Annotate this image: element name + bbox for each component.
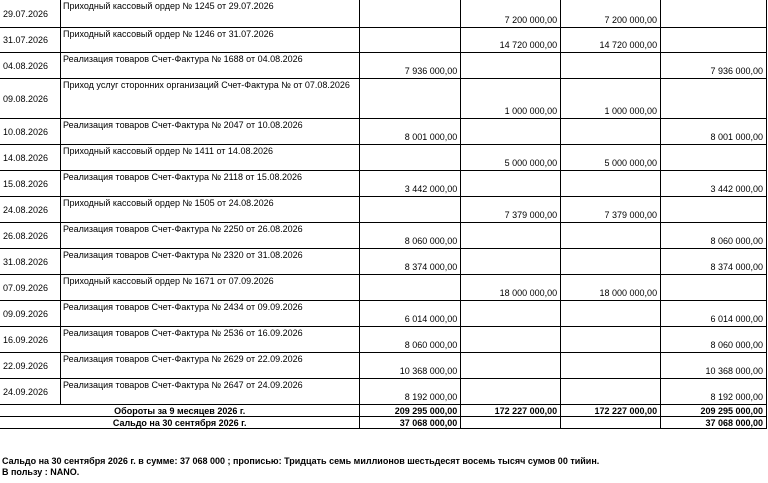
date-cell: 09.08.2026 [0,79,60,119]
footer-beneficiary-line: В пользу : NANO. [2,467,80,477]
date-cell: 31.07.2026 [0,28,60,53]
balance-cell: 8 060 000,00 [661,223,767,249]
credit-cell: 1 000 000,00 [461,79,561,119]
credit-cell: 5 000 000,00 [461,145,561,171]
description-cell: Приходный кассовый ордер № 1411 от 14.08.2026 [60,145,359,171]
date-cell: 14.08.2026 [0,145,60,171]
date-cell: 22.09.2026 [0,353,60,379]
debit-cell [360,79,461,119]
table-row [0,379,767,405]
date-cell: 24.09.2026 [0,379,60,405]
date-cell: 15.08.2026 [0,171,60,197]
description-cell: Реализация товаров Счет-Фактура № 1688 от 04.08.2026 [60,53,359,79]
credit-cell: 5 000 000,00 [561,145,661,171]
credit-cell [461,379,561,405]
table-row [0,28,767,53]
credit-cell [461,223,561,249]
description-cell: Приходный кассовый ордер № 1671 от 07.09.2026 [60,275,359,301]
balance-cell [661,197,767,223]
balance-cell: 3 442 000,00 [661,171,767,197]
credit-cell [461,119,561,145]
table-row [0,79,767,119]
balance-cell: 8 001 000,00 [661,119,767,145]
debit-cell: 6 014 000,00 [360,301,461,327]
debit-total: 37 068 000,00 [360,417,461,429]
credit-total [561,417,661,429]
credit-total [461,417,561,429]
credit-cell [561,223,661,249]
description-cell: Приход услуг сторонних организаций Счет-Фактура № от 07.08.2026 [60,79,359,119]
debit-cell: 7 936 000,00 [360,53,461,79]
balance-cell [661,28,767,53]
description-cell: Реализация товаров Счет-Фактура № 2647 от 24.09.2026 [60,379,359,405]
credit-cell [561,119,661,145]
balance-total: 209 295 000,00 [661,405,767,417]
debit-total: 209 295 000,00 [360,405,461,417]
debit-cell: 3 442 000,00 [360,171,461,197]
balance-cell [661,79,767,119]
balance-cell [661,0,767,28]
debit-cell: 8 374 000,00 [360,249,461,275]
description-cell: Реализация товаров Счет-Фактура № 2047 от 10.08.2026 [60,119,359,145]
credit-cell [561,379,661,405]
credit-cell: 7 200 000,00 [561,0,661,28]
description-cell: Приходный кассовый ордер № 1505 от 24.08.2026 [60,197,359,223]
credit-cell: 14 720 000,00 [561,28,661,53]
description-cell: Реализация товаров Счет-Фактура № 2320 от 31.08.2026 [60,249,359,275]
balance-cell: 8 192 000,00 [661,379,767,405]
debit-cell [360,0,461,28]
credit-cell [461,353,561,379]
debit-cell: 8 060 000,00 [360,223,461,249]
debit-cell [360,145,461,171]
table-row [0,171,767,197]
table-row [0,119,767,145]
credit-cell [561,327,661,353]
footer-balance-line: Сальдо на 30 сентября 2026 г. в сумме: 37 068 000 ; прописью: Тридцать семь миллионов шестьдесят восемь тысяч сумов 00 тийин. [2,456,600,466]
debit-cell [360,197,461,223]
date-cell: 16.09.2026 [0,327,60,353]
balance-cell: 8 374 000,00 [661,249,767,275]
description-cell: Реализация товаров Счет-Фактура № 2250 от 26.08.2026 [60,223,359,249]
debit-cell [360,275,461,301]
date-cell: 29.07.2026 [0,0,60,28]
table-row [0,197,767,223]
description-cell: Реализация товаров Счет-Фактура № 2629 от 22.09.2026 [60,353,359,379]
date-cell: 04.08.2026 [0,53,60,79]
balance-cell: 10 368 000,00 [661,353,767,379]
table-row [0,53,767,79]
credit-cell [561,171,661,197]
balance-label: Сальдо на 30 сентября 2026 г. [0,417,360,429]
balance-total: 37 068 000,00 [661,417,767,429]
date-cell: 07.09.2026 [0,275,60,301]
balance-total-row [0,417,767,429]
credit-cell [561,53,661,79]
balance-cell: 7 936 000,00 [661,53,767,79]
debit-cell [360,28,461,53]
debit-cell: 8 001 000,00 [360,119,461,145]
balance-cell [661,275,767,301]
balance-cell [661,145,767,171]
credit-cell [561,249,661,275]
description-cell: Реализация товаров Счет-Фактура № 2536 от 16.09.2026 [60,327,359,353]
credit-cell: 7 379 000,00 [561,197,661,223]
balance-cell: 8 060 000,00 [661,327,767,353]
credit-cell [461,249,561,275]
date-cell: 26.08.2026 [0,223,60,249]
table-row [0,223,767,249]
debit-cell: 8 192 000,00 [360,379,461,405]
credit-cell: 1 000 000,00 [561,79,661,119]
table-row [0,0,767,28]
date-cell: 31.08.2026 [0,249,60,275]
credit-cell [561,301,661,327]
table-row [0,353,767,379]
turnover-label: Обороты за 9 месяцев 2026 г. [0,405,360,417]
table-row [0,327,767,353]
table-row [0,145,767,171]
credit-cell: 7 379 000,00 [461,197,561,223]
credit-cell: 18 000 000,00 [461,275,561,301]
description-cell: Реализация товаров Счет-Фактура № 2434 от 09.09.2026 [60,301,359,327]
turnover-total-row [0,405,767,417]
credit-cell [461,301,561,327]
credit-cell: 18 000 000,00 [561,275,661,301]
credit-cell [461,171,561,197]
credit-cell: 7 200 000,00 [461,0,561,28]
table-row [0,249,767,275]
description-cell: Приходный кассовый ордер № 1246 от 31.07.2026 [60,28,359,53]
debit-cell: 8 060 000,00 [360,327,461,353]
description-cell: Приходный кассовый ордер № 1245 от 29.07.2026 [60,0,359,28]
table-row [0,275,767,301]
credit-cell [461,327,561,353]
credit-cell [461,53,561,79]
credit-cell: 14 720 000,00 [461,28,561,53]
credit-total: 172 227 000,00 [461,405,561,417]
credit-cell [561,353,661,379]
debit-cell: 10 368 000,00 [360,353,461,379]
date-cell: 09.09.2026 [0,301,60,327]
date-cell: 10.08.2026 [0,119,60,145]
table-row [0,301,767,327]
credit-total: 172 227 000,00 [561,405,661,417]
balance-cell: 6 014 000,00 [661,301,767,327]
date-cell: 24.08.2026 [0,197,60,223]
description-cell: Реализация товаров Счет-Фактура № 2118 от 15.08.2026 [60,171,359,197]
